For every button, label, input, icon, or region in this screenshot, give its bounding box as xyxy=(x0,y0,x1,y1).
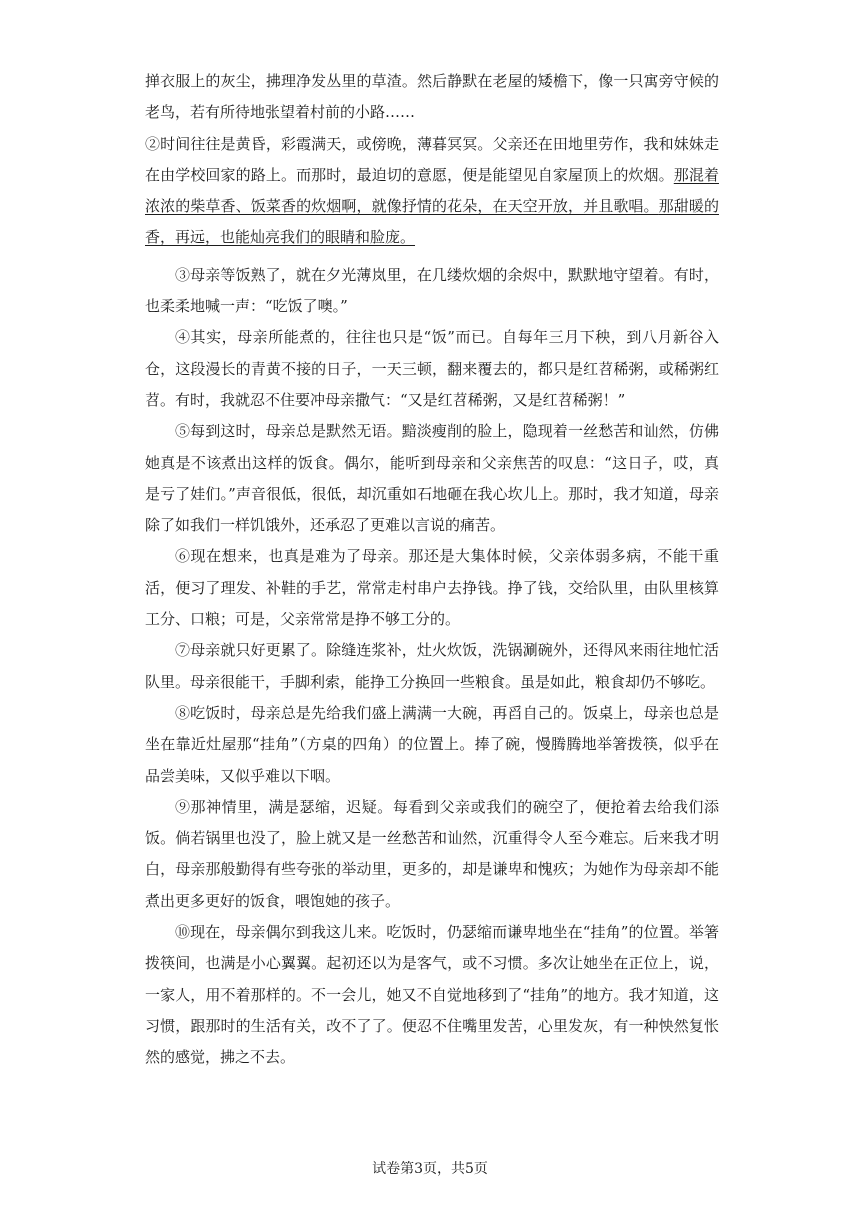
page-footer: 试卷第3页，共5页 xyxy=(372,1161,488,1177)
underlined-sentence-2: 那甜暖的香，再远，也能灿亮我们的眼睛和脸庞。 xyxy=(145,197,719,247)
paragraph-6: ⑥现在想来，也真是难为了母亲。那还是大集体时候，父亲体弱多病，不能干重活，便习了理发、补鞋的手艺，常常走村串户去挣钱。挣了钱，交给队里，由队里核算工分、口粮；可是，父亲常常是挣不够工分的。 xyxy=(145,547,719,629)
paragraph-5: ⑤每到这时，母亲总是默然无语。黯淡瘦削的脸上，隐现着一丝愁苦和讪然，仿佛她真是不该煮出这样的饭食。偶尔，能听到母亲和父亲焦苦的叹息：“这日子，哎，真是亏了娃们。”声音很低，很低，却沉重如石地砸在我心坎儿上。那时，我才知道，母亲除了如我们一样饥饿外，还承忍了更难以言说的痛苦。 xyxy=(145,422,719,535)
underlined-sentence-1: 那混着浓浓的柴草香、饭菜香的炊烟啊，就像抒情的花朵，在天空开放，并且歌唱。 xyxy=(145,165,719,216)
paragraph-2-text: ②时间往往是黄昏，彩霞满天，或傍晚，薄暮冥冥。父亲还在田地里劳作，我和妹妹走在由学校回家的路上。而那时，最迫切的意愿，便是能望见自家屋顶上的炊烟。 xyxy=(145,134,719,184)
paragraph-3: ③母亲等饭熟了，就在夕光薄岚里，在几缕炊烟的余烬中，默默地守望着。有时，也柔柔地喊一声：“吃饭了噢。” xyxy=(145,265,719,316)
passage-text xyxy=(145,66,719,1074)
paragraph-1-continued: 掸衣服上的灰尘，拂理净发丛里的草渣。然后静默在老屋的矮檐下，像一只寓旁守候的老鸟，若有所待地张望着村前的小路…… xyxy=(145,72,719,122)
paragraph-7: ⑦母亲就只好更累了。除缝连浆补，灶火炊饭，洗锅涮碗外，还得风来雨往地忙活队里。母亲很能干，手脚利索，能挣工分换回一些粮食。虽是如此，粮食却仍不够吃。 xyxy=(145,641,719,691)
paragraph-2 xyxy=(145,129,719,254)
paragraph-9: ⑨那神情里，满是瑟缩，迟疑。每看到父亲或我们的碗空了，便抢着去给我们添饭。倘若锅里也没了，脸上就又是一丝愁苦和讪然，沉重得令人至今难忘。后来我才明白，母亲那般勤得有些夸张的举动里，更多的，却是谦卑和愧疚；为她作为母亲却不能煮出更多更好的饭食，喂饱她的孩子。 xyxy=(145,797,719,910)
paragraph-8: ⑧吃饭时，母亲总是先给我们盛上满满一大碗，再舀自己的。饭桌上，母亲也总是坐在靠近灶屋那“挂角”（方桌的四角）的位置上。捧了碗，慢腾腾地举箸拨筷，似乎在品尝美味，又似乎难以下咽。 xyxy=(145,703,719,785)
paragraph-4: ④其实，母亲所能煮的，往往也只是“饭”而已。自每年三月下秧，到八月新谷入仓，这段漫长的青黄不接的日子，一天三顿，翻来覆去的，都只是红苕稀粥，或稀粥红苕。有时，我就忍不住要冲母亲撒气：“又是红苕稀粥，又是红苕稀粥！” xyxy=(145,328,719,409)
paragraph-10: ⑩现在，母亲偶尔到我这儿来。吃饭时，仍瑟缩而谦卑地坐在“挂角”的位置。举箸拨筷间，也满是小心翼翼。起初还以为是客气，或不习惯。多次让她坐在正位上，说，一家人，用不着那样的。不一会儿，她又不自觉地移到了“挂角”的地方。我才知道，这习惯，跟那时的生活有关，改不了了。便忍不住嘴里发苦，心里发灰，有一种怏然复怅然的感觉，拂之不去。 xyxy=(145,923,719,1067)
